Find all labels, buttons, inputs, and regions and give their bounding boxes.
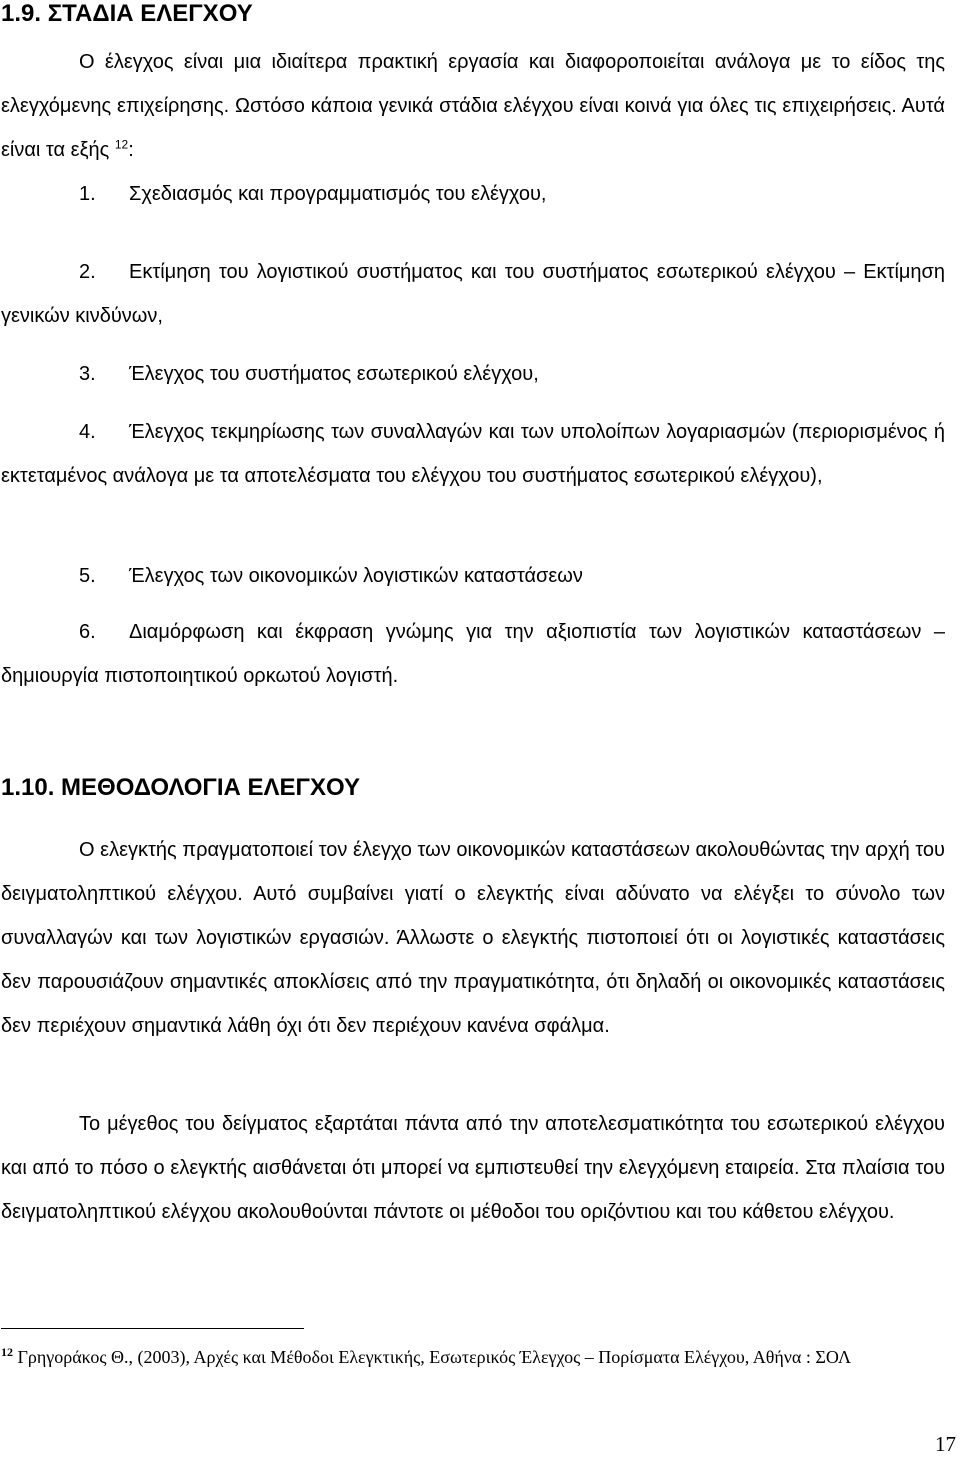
list-item-text: Έλεγχος του συστήματος εσωτερικού ελέγχου, bbox=[129, 363, 539, 385]
list-item-number: 1. bbox=[79, 183, 96, 205]
list-item-number: 4. bbox=[79, 421, 96, 443]
list-item-number: 3. bbox=[79, 363, 96, 385]
list-item-number: 2. bbox=[79, 261, 96, 283]
list-item-text: Σχεδιασμός και προγραμματισμός του ελέγχου, bbox=[129, 183, 547, 205]
footnote bbox=[1, 1344, 951, 1370]
section-heading-methodology: 1.10. ΜΕΘΟΔΟΛΟΓΙΑ ΕΛΕΓΧΟΥ bbox=[1, 774, 360, 801]
page-number: 17 bbox=[935, 1432, 956, 1456]
list-item bbox=[1, 250, 945, 338]
intro-colon: : bbox=[128, 139, 134, 161]
list-item bbox=[1, 172, 945, 216]
list-item-number: 5. bbox=[79, 565, 96, 587]
intro-text: Ο έλεγχος είναι μια ιδιαίτερα πρακτική εργασία και διαφοροποιείται ανάλογα με το είδος της ελεγχόμενης επιχείρησης. Ωστόσο κάποια γενικά στάδια ελέγχου είναι κοινά για όλες τις επιχειρήσεις. Αυτά είναι τα εξής bbox=[1, 51, 945, 161]
footnote-separator bbox=[1, 1328, 304, 1329]
list-item bbox=[1, 410, 945, 498]
list-item-text: Έλεγχος των οικονομικών λογιστικών καταστάσεων bbox=[129, 565, 583, 587]
footnote-ref[interactable]: 12 bbox=[114, 137, 129, 152]
list-item bbox=[1, 554, 945, 598]
list-item-number: 6. bbox=[79, 621, 96, 643]
footnote-text: Γρηγοράκος Θ., (2003), Αρχές και Μέθοδοι Ελεγκτικής, Εσωτερικός Έλεγχος – Πορίσματα Ελέγχου, Αθήνα : ΣΟΛ bbox=[17, 1347, 852, 1367]
list-item-text: Διαμόρφωση και έκφραση γνώμης για την αξιοπιστία των λογιστικών καταστάσεων – δημιουργία πιστοποιητικού ορκωτού λογιστή. bbox=[1, 621, 945, 687]
list-item bbox=[1, 610, 945, 698]
list-item-text: Έλεγχος τεκμηρίωσης των συναλλαγών και των υπολοίπων λογαριασμών (περιορισμένος ή εκτεταμένος ανάλογα με τα αποτελέσματα του ελέγχου του συστήματος εσωτερικού ελέγχου), bbox=[1, 421, 945, 487]
list-item bbox=[1, 352, 945, 396]
footnote-mark: 12 bbox=[1, 1345, 13, 1359]
intro-paragraph bbox=[1, 40, 945, 172]
methodology-paragraph-2: Το μέγεθος του δείγματος εξαρτάται πάντα από την αποτελεσματικότητα του εσωτερικού ελέγχου και από το πόσο ο ελεγκτής αισθάνεται ότι μπορεί να εμπιστευθεί την ελεγχόμενη εταιρεία. Στα πλαίσια του δειγματοληπτικού ελέγχου ακολουθούνται πάντοτε οι μέθοδοι του οριζόντιου και του κάθετου ελέγχου. bbox=[1, 1113, 945, 1223]
methodology-paragraph-1: Ο ελεγκτής πραγματοποιεί τον έλεγχο των οικονομικών καταστάσεων ακολουθώντας την αρχή του δειγματοληπτικού ελέγχου. Αυτό συμβαίνει γιατί ο ελεγκτής είναι αδύνατο να ελέγξει το σύνολο των συναλλαγών και των λογιστικών εργασιών. Άλλωστε ο ελεγκτής πιστοποιεί ότι οι λογιστικές καταστάσεις δεν παρουσιάζουν σημαντικές αποκλίσεις από την πραγματικότητα, ότι δηλαδή οι οικονομικές καταστάσεις δεν περιέχουν σημαντικά λάθη όχι ότι δεν περιέχουν κανένα σφάλμα. bbox=[1, 839, 945, 1037]
list-item-text: Εκτίμηση του λογιστικού συστήματος και του συστήματος εσωτερικού ελέγχου – Εκτίμηση γενικών κινδύνων, bbox=[1, 261, 945, 327]
section-heading-stages: 1.9. ΣΤΑΔΙΑ ΕΛΕΓΧΟΥ bbox=[1, 0, 253, 27]
